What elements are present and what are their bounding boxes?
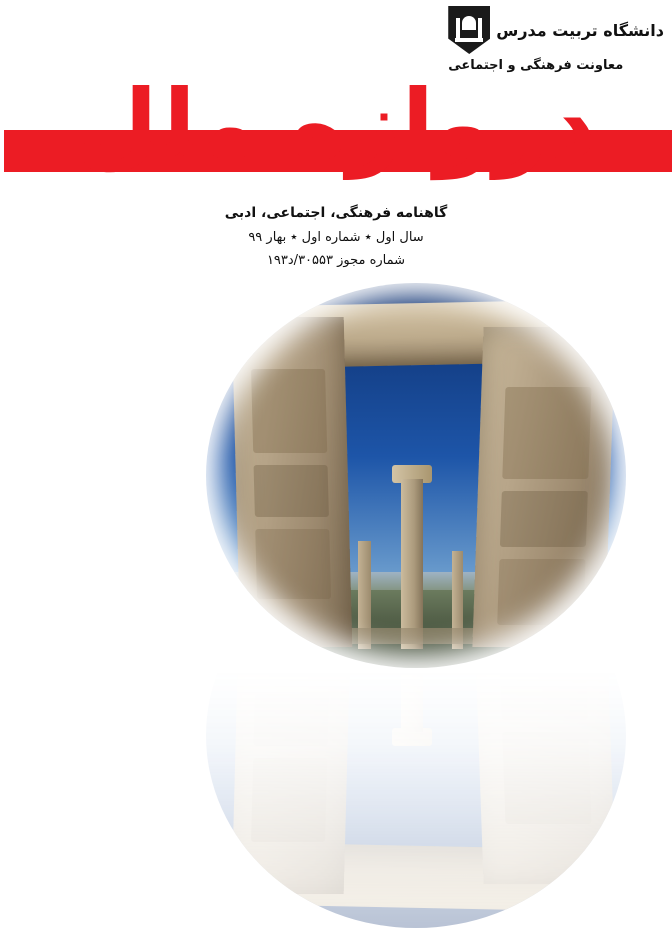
license-number: شماره مجوز ۳۰۵۵۳/د۱۹۳ [266, 253, 406, 268]
persepolis-gate-of-all-nations-photo [206, 283, 626, 668]
gate-pylon-right [472, 327, 615, 647]
university-logo-block [448, 6, 664, 73]
university-name: دانشگاه تربیت مدرس [496, 20, 664, 40]
standing-column [401, 479, 423, 649]
department-name: معاونت فرهنگی و اجتماعی [448, 58, 624, 73]
cover-meta [0, 205, 672, 268]
masthead [0, 0, 672, 80]
gate-pylon-left [232, 317, 353, 647]
stone-rubble [346, 628, 486, 644]
photo-reflection [206, 668, 626, 928]
page-title: دروازه ملل [75, 70, 597, 180]
issue-info: سال اول ٭ شماره اول ٭ بهار ۹۹ [248, 230, 424, 245]
magazine-subtitle: گاهنامه فرهنگی، اجتماعی، ادبی [224, 205, 448, 221]
cover-photo [206, 283, 626, 668]
university-shield-icon [448, 6, 490, 54]
logo-row [448, 6, 664, 54]
